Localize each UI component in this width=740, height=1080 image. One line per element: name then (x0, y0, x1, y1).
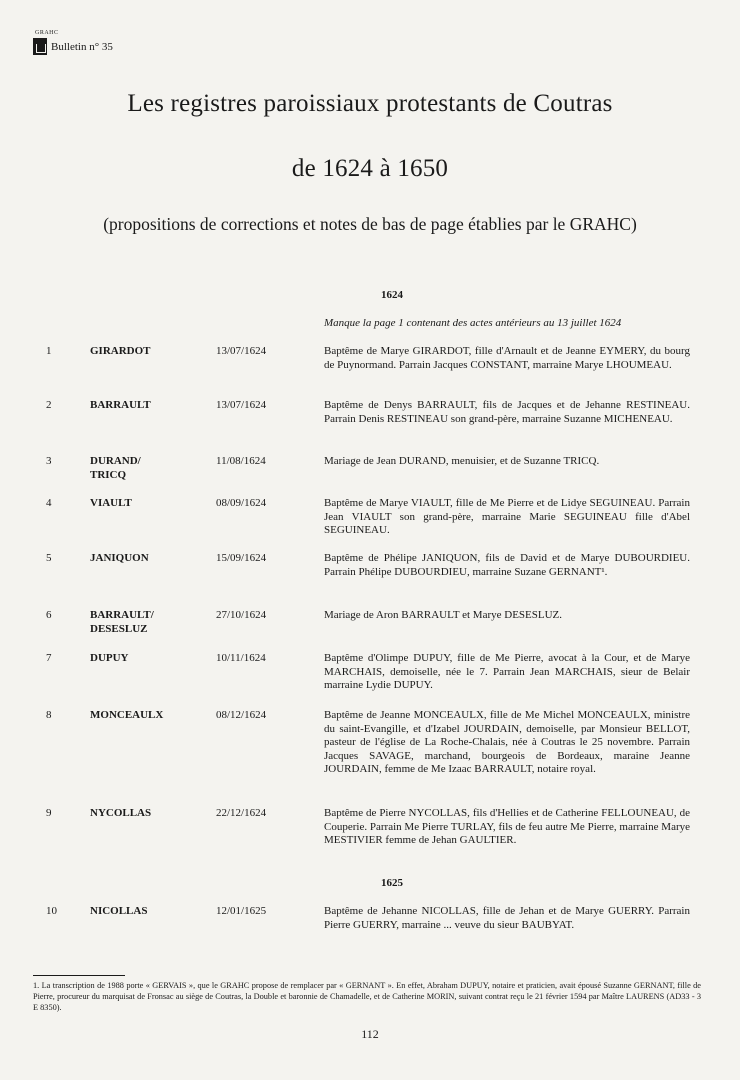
entry-text: Baptême de Denys BARRAULT, fils de Jacques et de Jehanne RESTINEAU. Parrain Denis RESTINEAU son grand-père, marraine Suzanne MICHENEAU. (324, 399, 690, 425)
entry-date: 11/08/1624 (216, 455, 266, 467)
page-title-line2: de 1624 à 1650 (291, 155, 449, 182)
entry-number: 6 (46, 609, 52, 621)
entry-date: 08/09/1624 (216, 497, 267, 509)
entry-name: BARRAULT (90, 399, 151, 411)
entry-date: 12/01/1625 (216, 905, 267, 917)
entry-date: 15/09/1624 (216, 552, 267, 564)
entry-number: 8 (46, 709, 52, 721)
entry-date: 10/11/1624 (216, 652, 266, 664)
entry-number: 9 (46, 807, 52, 819)
page-title-line1: Les registres paroissiaux protestants de Coutras (127, 90, 613, 117)
entry-date: 22/12/1624 (216, 807, 267, 819)
entry-number: 5 (46, 552, 52, 564)
footnote-divider (33, 975, 125, 976)
entry-text: Mariage de Jean DURAND, menuisier, et de Suzanne TRICQ. (324, 455, 600, 467)
entry-name: NICOLLAS (90, 905, 148, 917)
entry-date: 13/07/1624 (216, 345, 267, 357)
entry-number: 1 (46, 345, 52, 357)
entry-name: NYCOLLAS (90, 807, 152, 819)
entry-text: Baptême de Jeanne MONCEAULX, fille de Me Michel MONCEAULX, ministre du saint-Evangille, et d'Izabel JOURDAIN, demoiselle, par Monsieur BELLOT, pasteur de l'église de La Roche-Chalais, née à Coutras le 25 novembre. Parrain Jacques SAVAGE, marchand, bourgeois de Bordeaux, maraine Jeanne JOURDAIN, femme de Me Izaac BARRAULT, notaire royal. (324, 709, 690, 775)
entry-number: 3 (46, 455, 52, 467)
entry-name: JANIQUON (90, 552, 149, 564)
entry-text: Baptême de Pierre NYCOLLAS, fils d'Hellies et de Catherine FELLOUNEAU, de Couperie. Parrain Me Pierre TURLAY, fils de feu autre Me Pierre, marraine Marye MESTIVIER femme de Jehan GAULTIER. (324, 807, 690, 846)
year-heading-1624: 1624 (381, 289, 403, 301)
entry-number: 7 (46, 652, 52, 664)
entry-name: GIRARDOT (90, 345, 151, 357)
entry-name: DUPUY (90, 652, 129, 664)
header-logo (33, 30, 113, 55)
entry-name: VIAULT (90, 497, 132, 509)
entry-name: DURAND/ TRICQ (90, 455, 141, 481)
page-subtitle: (propositions de corrections et notes de bas de page établies par le GRAHC) (103, 214, 637, 234)
entry-date: 13/07/1624 (216, 399, 267, 411)
entry-name: MONCEAULX (90, 709, 164, 721)
entry-date: 08/12/1624 (216, 709, 267, 721)
entry-text: Baptême de Marye VIAULT, fille de Me Pierre et de Lidye SEGUINEAU. Parrain Jean VIAULT son grand-père, marraine Marie SEGUINEAU fille d'Abel SEGUINEAU. (324, 497, 690, 536)
entry-number: 10 (46, 905, 57, 917)
entry-text: Mariage de Aron BARRAULT et Marye DESESLUZ. (324, 609, 562, 621)
entry-text: Baptême de Phélipe JANIQUON, fils de David et de Marye DUBOURDIEU. Parrain Phélipe DUBOURDIEU, marraine Suzane GERNANT¹. (324, 552, 690, 578)
entry-text: Baptême d'Olimpe DUPUY, fille de Me Pierre, avocat à la Cour, et de Marye MARCHAIS, demoiselle, née le 7. Parrain Jean MARCHAIS, sieur de Belair marraine Lydie DUPUY. (324, 652, 690, 691)
entry-text: Baptême de Jehanne NICOLLAS, fille de Jehan et de Marye GUERRY. Parrain Pierre GUERRY, marraine ... veuve du sieur BAUBYAT. (324, 905, 690, 931)
entry-name: BARRAULT/ DESESLUZ (90, 609, 154, 635)
entry-text: Baptême de Marye GIRARDOT, fille d'Arnault et de Jeanne EYMERY, du bourg de Puynormand. Parrain Jacques CONSTANT, marraine Marye LHOUMEAU. (324, 345, 690, 371)
logo-icon (33, 38, 47, 55)
logo-text: GRAHC (35, 30, 59, 36)
entry-date: 27/10/1624 (216, 609, 267, 621)
year-heading-1625: 1625 (381, 877, 403, 889)
bulletin-label: Bulletin n° 35 (51, 40, 113, 53)
page-number: 112 (361, 1027, 379, 1041)
entry-number: 4 (46, 497, 52, 509)
footnote: 1. La transcription de 1988 porte « GERVAIS », que le GRAHC propose de remplacer par « GERNANT ». En effet, Abraham DUPUY, notaire et praticien, avait épousé Suzanne GERNANT, fille de Pierre, procureur du marquisat de Fronsac au siège de Coutras, la Double et baronnie de Chamadelle, et de Catherine MORIN, suivant contrat reçu le 21 février 1594 par Maître LAURENS (AD33 - 3 E 8350). (33, 981, 701, 1012)
missing-page-note: Manque la page 1 contenant des actes antérieurs au 13 juillet 1624 (324, 317, 622, 329)
entry-number: 2 (46, 399, 52, 411)
